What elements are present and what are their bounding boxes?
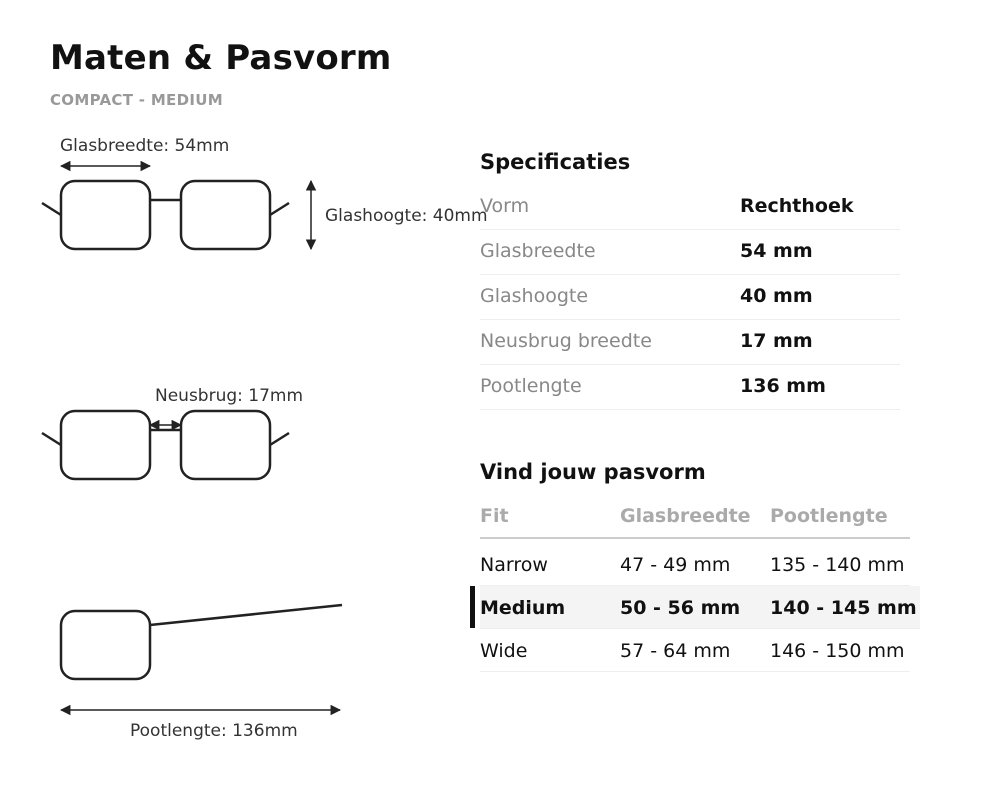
lens-width-label: Glasbreedte: 54mm	[60, 136, 230, 156]
fit-name: Narrow	[480, 554, 548, 576]
specs-heading: Specificaties	[480, 150, 631, 174]
fit-lens-range: 50 - 56 mm	[620, 597, 741, 619]
spec-row-temple	[480, 365, 900, 410]
glasses-front-view-lens	[42, 181, 289, 249]
glasses-side-view	[61, 605, 342, 679]
page-title: Maten & Pasvorm	[50, 38, 392, 78]
specs-table	[480, 185, 900, 410]
fit-column-header: Fit	[480, 505, 509, 527]
frame-size-subtitle: COMPACT - MEDIUM	[50, 91, 223, 109]
fit-row-medium[interactable]	[480, 586, 920, 629]
spec-row-lens-width	[480, 230, 900, 275]
lens-height-label: Glashoogte: 40mm	[325, 206, 488, 226]
active-fit-indicator	[470, 586, 475, 628]
fit-name: Medium	[480, 597, 566, 619]
spec-value: 54 mm	[740, 240, 813, 262]
lens-width-column-header: Glasbreedte	[620, 505, 751, 527]
fit-row-narrow[interactable]	[480, 543, 910, 586]
spec-key: Glasbreedte	[480, 240, 596, 262]
spec-value: 136 mm	[740, 375, 826, 397]
spec-value: 40 mm	[740, 285, 813, 307]
spec-key: Vorm	[480, 195, 530, 217]
fit-lens-range: 57 - 64 mm	[620, 640, 731, 662]
glasses-front-view-bridge	[42, 411, 289, 479]
fit-heading: Vind jouw pasvorm	[480, 460, 706, 484]
fit-table-header	[480, 495, 910, 539]
spec-value: Rechthoek	[740, 195, 854, 217]
fit-row-wide[interactable]	[480, 629, 910, 672]
temple-length-label: Pootlengte: 136mm	[130, 721, 298, 741]
spec-row-shape	[480, 185, 900, 230]
fit-temple-range: 146 - 150 mm	[770, 640, 905, 662]
spec-row-lens-height	[480, 275, 900, 320]
fit-table	[480, 495, 920, 672]
spec-key: Glashoogte	[480, 285, 589, 307]
fit-lens-range: 47 - 49 mm	[620, 554, 731, 576]
temple-column-header: Pootlengte	[770, 505, 888, 527]
fit-temple-range: 140 - 145 mm	[770, 597, 917, 619]
fit-temple-range: 135 - 140 mm	[770, 554, 905, 576]
spec-key: Neusbrug breedte	[480, 330, 652, 352]
spec-value: 17 mm	[740, 330, 813, 352]
bridge-label: Neusbrug: 17mm	[155, 386, 304, 406]
fit-name: Wide	[480, 640, 528, 662]
spec-key: Pootlengte	[480, 375, 582, 397]
spec-row-bridge	[480, 320, 900, 365]
